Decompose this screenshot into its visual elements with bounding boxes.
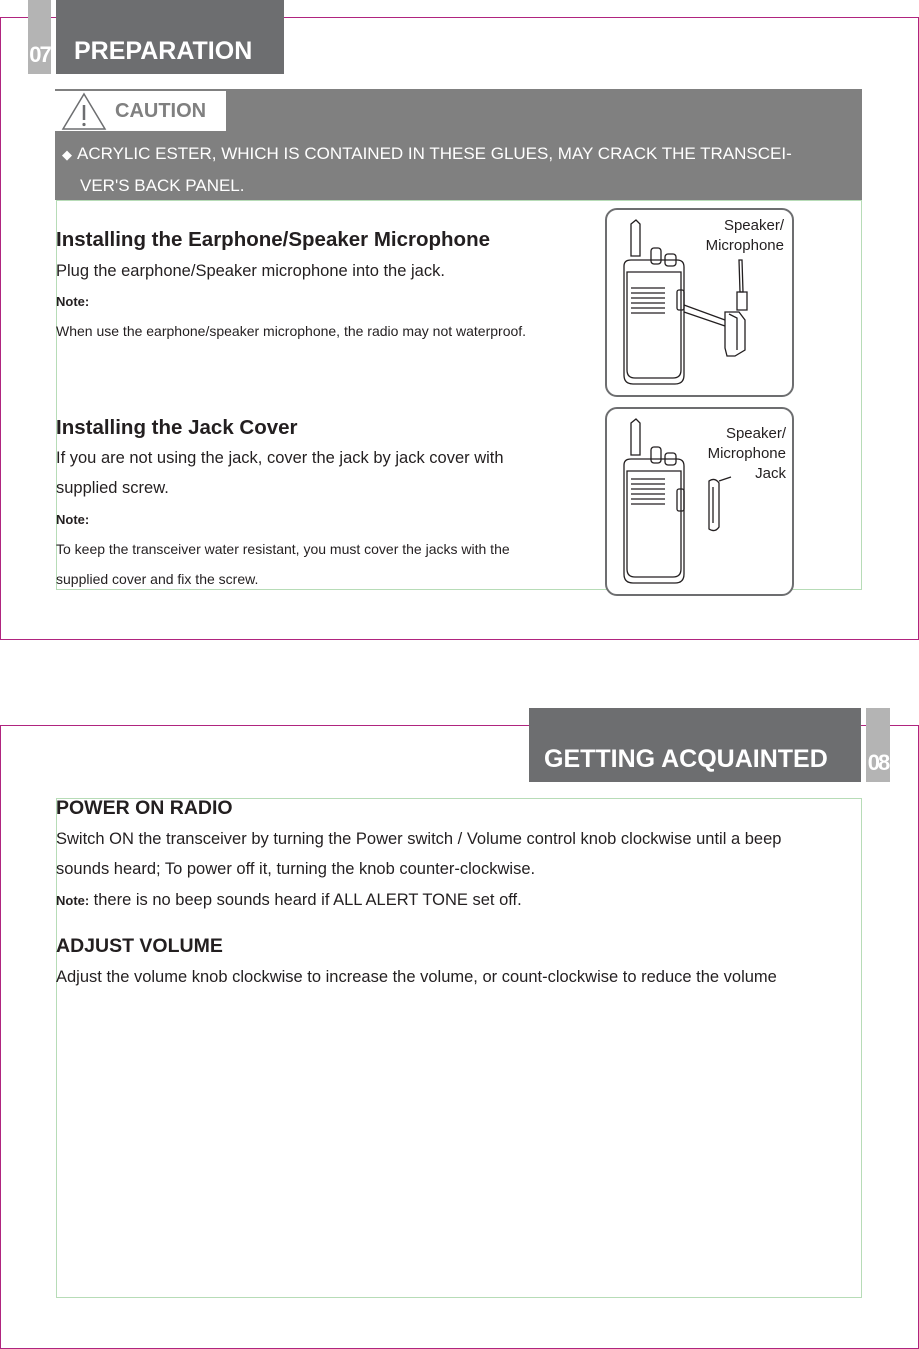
power-on-line-1: Switch ON the transceiver by turning the Power switch / Volume control knob clockwise until a beep — [56, 830, 782, 848]
earphone-note-label: Note: — [56, 294, 90, 309]
jack-cover-instruction-line-1: If you are not using the jack, cover the jack by jack cover with — [56, 449, 504, 467]
jack-cover-illustration-label — [708, 424, 786, 484]
warning-triangle-icon — [61, 91, 107, 131]
power-on-line-2: sounds heard; To power off it, turning the knob counter-clockwise. — [56, 860, 536, 878]
adjust-volume-line-1: Adjust the volume knob clockwise to increase the volume, or count-clockwise to reduce the volume — [56, 968, 777, 986]
illustration-label-speaker: Speaker/ — [725, 425, 786, 442]
caution-label: CAUTION — [115, 99, 207, 122]
jack-cover-instruction-line-2: supplied screw. — [56, 479, 169, 497]
illustration-label-speaker: Speaker/ — [723, 217, 784, 234]
earphone-illustration-label — [706, 216, 784, 256]
power-on-heading: POWER ON RADIO — [56, 797, 233, 819]
caution-text-line-2: VER'S BACK PANEL. — [80, 176, 245, 195]
caution-line-1 — [62, 138, 852, 170]
earphone-heading: Installing the Earphone/Speaker Microphone — [56, 228, 490, 251]
jack-cover-note-label: Note: — [56, 512, 90, 527]
power-on-note — [56, 891, 522, 910]
illustration-label-jack: Jack — [755, 465, 786, 482]
section-title-text: GETTING ACQUAINTED — [544, 745, 828, 773]
section-title-text: PREPARATION — [74, 37, 253, 65]
power-on-note-text: there is no beep sounds heard if ALL ALERT TONE set off. — [93, 891, 522, 909]
section-title-preparation — [56, 0, 284, 74]
jack-cover-note-line-2: supplied cover and fix the screw. — [56, 571, 259, 587]
earphone-note-text: When use the earphone/speaker microphone, the radio may not waterproof. — [56, 323, 527, 339]
jack-cover-heading: Installing the Jack Cover — [56, 416, 298, 439]
page-number-07: 07 — [28, 0, 51, 74]
adjust-volume-heading: ADJUST VOLUME — [56, 935, 223, 957]
jack-cover-note-line-1: To keep the transceiver water resistant, you must cover the jacks with the — [56, 541, 510, 557]
illustration-label-microphone: Microphone — [707, 445, 786, 462]
caution-text-line-1: ACRYLIC ESTER, WHICH IS CONTAINED IN THESE GLUES, MAY CRACK THE TRANSCEI- — [77, 144, 792, 163]
earphone-instruction: Plug the earphone/Speaker microphone into the jack. — [56, 262, 445, 280]
jack-cover-illustration — [605, 407, 794, 596]
diamond-bullet-icon: ◆ — [62, 147, 72, 162]
power-on-note-label: Note: — [56, 893, 90, 908]
caution-label-box — [55, 91, 226, 131]
illustration-label-microphone: Microphone — [705, 237, 784, 254]
earphone-illustration — [605, 208, 794, 397]
page-number-08: 08 — [866, 708, 890, 782]
caution-message — [62, 138, 852, 201]
section-title-getting-acquainted — [529, 708, 861, 782]
